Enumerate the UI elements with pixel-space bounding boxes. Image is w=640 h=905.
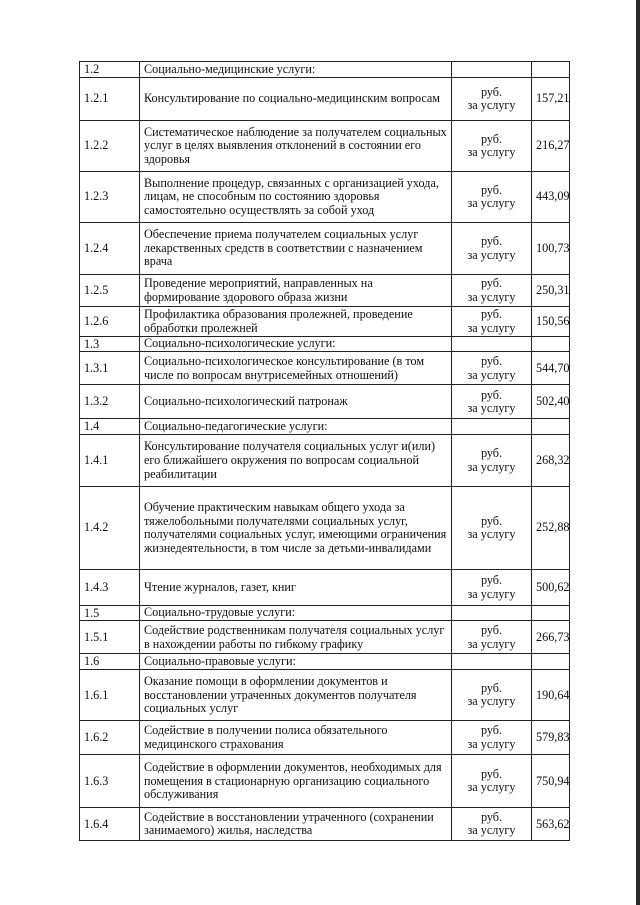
unit-currency: руб. <box>480 387 503 402</box>
section-title: Социально-правовые услуги: <box>140 654 452 670</box>
unit-currency: руб. <box>480 623 503 638</box>
service-price: 268,32 <box>532 434 570 486</box>
service-price: 266,73 <box>532 621 570 654</box>
section-empty-unit <box>452 336 532 352</box>
service-number: 1.6.4 <box>80 807 140 840</box>
service-name: Социально-психологический патронаж <box>140 385 452 419</box>
service-name: Выполнение процедур, связанных с организацией ухода, лицам, не способным по состоянию здоровья самостоятельно осуществлять за собой уход <box>140 171 452 222</box>
service-unit <box>452 352 532 385</box>
table-row <box>80 171 570 222</box>
section-empty-price <box>532 654 570 670</box>
table-body <box>80 62 570 841</box>
unit-currency: руб. <box>480 182 503 197</box>
section-number: 1.6 <box>80 654 140 670</box>
section-empty-unit <box>452 419 532 435</box>
unit-currency: руб. <box>480 131 503 146</box>
section-row <box>80 62 570 78</box>
table-row <box>80 306 570 336</box>
service-price: 100,73 <box>532 222 570 274</box>
service-name: Профилактика образования пролежней, проведение обработки пролежней <box>140 306 452 336</box>
table-row <box>80 669 570 720</box>
service-price: 563,62 <box>532 807 570 840</box>
service-price: 544,70 <box>532 352 570 385</box>
section-empty-unit <box>452 605 532 621</box>
unit-currency: руб. <box>480 354 503 369</box>
table-row <box>80 385 570 419</box>
service-price: 190,64 <box>532 669 570 720</box>
service-name: Содействие в получении полиса обязательного медицинского страхования <box>140 720 452 754</box>
unit-per: за услугу <box>467 145 516 160</box>
service-number: 1.2.6 <box>80 306 140 336</box>
unit-currency: руб. <box>480 84 503 99</box>
unit-currency: руб. <box>480 809 503 824</box>
section-empty-price <box>532 605 570 621</box>
service-unit <box>452 222 532 274</box>
service-unit <box>452 120 532 171</box>
service-number: 1.4.3 <box>80 569 140 605</box>
unit-currency: руб. <box>480 680 503 695</box>
service-price: 443,09 <box>532 171 570 222</box>
section-empty-unit <box>452 654 532 670</box>
section-title: Социально-педагогические услуги: <box>140 419 452 435</box>
service-unit <box>452 385 532 419</box>
unit-per: за услугу <box>467 823 516 838</box>
service-name: Консультирование получателя социальных услуг и(или) его ближайшего окружения по вопросам социальной реабилитации <box>140 434 452 486</box>
service-name: Содействие родственникам получателя социальных услуг в нахождении работы по гибкому графику <box>140 621 452 654</box>
service-name: Обеспечение приема получателем социальных услуг лекарственных средств в соответствии с назначением врача <box>140 222 452 274</box>
service-number: 1.4.2 <box>80 486 140 569</box>
unit-per: за услугу <box>467 586 516 601</box>
service-unit <box>452 306 532 336</box>
unit-per: за услугу <box>467 736 516 751</box>
unit-per: за услугу <box>467 98 516 113</box>
service-number: 1.2.4 <box>80 222 140 274</box>
section-title: Социально-трудовые услуги: <box>140 605 452 621</box>
unit-per: за услугу <box>467 289 516 304</box>
unit-per: за услугу <box>467 401 516 416</box>
table-row <box>80 352 570 385</box>
service-number: 1.5.1 <box>80 621 140 654</box>
section-row <box>80 605 570 621</box>
unit-per: за услугу <box>467 780 516 795</box>
service-name: Систематическое наблюдение за получателем социальных услуг в целях выявления отклонений в состоянии его здоровья <box>140 120 452 171</box>
unit-per: за услугу <box>467 320 516 335</box>
service-unit <box>452 274 532 306</box>
table-row <box>80 222 570 274</box>
table-row <box>80 754 570 807</box>
table-row <box>80 621 570 654</box>
section-row <box>80 654 570 670</box>
table-row <box>80 486 570 569</box>
section-row <box>80 336 570 352</box>
service-number: 1.6.2 <box>80 720 140 754</box>
service-number: 1.3.2 <box>80 385 140 419</box>
service-price: 216,27 <box>532 120 570 171</box>
unit-per: за услугу <box>467 636 516 651</box>
service-price: 250,31 <box>532 274 570 306</box>
unit-currency: руб. <box>480 276 503 290</box>
service-number: 1.3.1 <box>80 352 140 385</box>
section-title: Социально-психологические услуги: <box>140 336 452 352</box>
unit-per: за услугу <box>467 694 516 709</box>
service-number: 1.6.3 <box>80 754 140 807</box>
section-row <box>80 419 570 435</box>
service-name: Чтение журналов, газет, книг <box>140 569 452 605</box>
unit-currency: руб. <box>480 766 503 781</box>
section-empty-price <box>532 336 570 352</box>
section-number: 1.3 <box>80 336 140 352</box>
table-row <box>80 720 570 754</box>
section-title: Социально-медицинские услуги: <box>140 62 452 78</box>
service-name: Оказание помощи в оформлении документов и восстановлении утраченных документов получателя социальных услуг <box>140 669 452 720</box>
service-name: Содействие в оформлении документов, необходимых для помещения в стационарную организацию социального обслуживания <box>140 754 452 807</box>
unit-per: за услугу <box>467 527 516 542</box>
service-price: 157,21 <box>532 77 570 120</box>
service-price: 579,83 <box>532 720 570 754</box>
service-price: 150,56 <box>532 306 570 336</box>
scan-edge <box>636 0 640 905</box>
service-name: Социально-психологическое консультирование (в том числе по вопросам внутрисемейных отношений) <box>140 352 452 385</box>
section-number: 1.4 <box>80 419 140 435</box>
service-unit <box>452 569 532 605</box>
section-empty-price <box>532 419 570 435</box>
service-name: Проведение мероприятий, направленных на формирование здорового образа жизни <box>140 274 452 306</box>
unit-per: за услугу <box>467 196 516 211</box>
unit-currency: руб. <box>480 723 503 738</box>
service-unit <box>452 754 532 807</box>
service-name: Содействие в восстановлении утраченного (сохранении занимаемого) жилья, наследства <box>140 807 452 840</box>
table-row <box>80 434 570 486</box>
service-unit <box>452 77 532 120</box>
service-price: 502,40 <box>532 385 570 419</box>
table-row <box>80 569 570 605</box>
service-unit <box>452 486 532 569</box>
unit-per: за услугу <box>467 367 516 382</box>
section-empty-price <box>532 62 570 78</box>
service-unit <box>452 434 532 486</box>
service-number: 1.2.3 <box>80 171 140 222</box>
service-number: 1.2.5 <box>80 274 140 306</box>
service-price: 750,94 <box>532 754 570 807</box>
services-price-table <box>79 61 570 841</box>
service-name: Консультирование по социально-медицинским вопросам <box>140 77 452 120</box>
unit-per: за услугу <box>467 247 516 262</box>
section-empty-unit <box>452 62 532 78</box>
service-name: Обучение практическим навыкам общего ухода за тяжелобольными получателями социальных услуг, получателями социальных услуг, имеющими ограничения жизнедеятельности, в том числе за детьми-инвалидами <box>140 486 452 569</box>
service-price: 252,88 <box>532 486 570 569</box>
service-number: 1.2.1 <box>80 77 140 120</box>
section-number: 1.2 <box>80 62 140 78</box>
service-unit <box>452 171 532 222</box>
unit-currency: руб. <box>480 234 503 248</box>
service-price: 500,62 <box>532 569 570 605</box>
service-number: 1.4.1 <box>80 434 140 486</box>
table-row <box>80 807 570 840</box>
service-unit <box>452 621 532 654</box>
service-unit <box>452 669 532 720</box>
unit-currency: руб. <box>480 573 503 588</box>
service-number: 1.2.2 <box>80 120 140 171</box>
table-row <box>80 120 570 171</box>
table-row <box>80 274 570 306</box>
unit-currency: руб. <box>480 446 503 461</box>
unit-per: за услугу <box>467 459 516 474</box>
unit-currency: руб. <box>480 307 503 321</box>
unit-currency: руб. <box>480 513 503 528</box>
section-number: 1.5 <box>80 605 140 621</box>
service-number: 1.6.1 <box>80 669 140 720</box>
service-unit <box>452 807 532 840</box>
table-row <box>80 77 570 120</box>
service-unit <box>452 720 532 754</box>
